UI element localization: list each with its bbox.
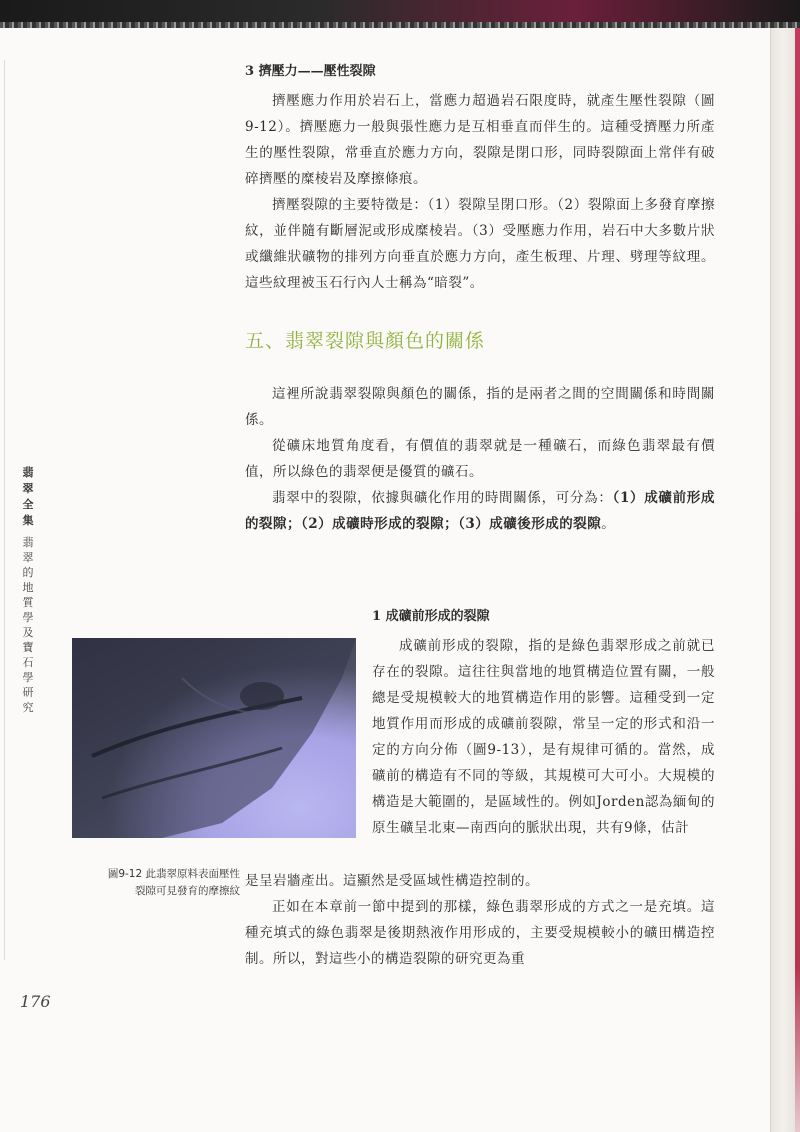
- figure-caption: [70, 866, 240, 900]
- page-number: 176: [20, 992, 51, 1011]
- section-heading-compression: 3 擠壓力——壓性裂隙: [245, 64, 376, 79]
- paragraph-classification: [245, 485, 715, 537]
- classification-list: （1）成礦前形成的裂隙；（2）成礦時形成的裂隙；（3）成礦後形成的裂隙: [245, 490, 715, 532]
- book-spine-edge: [770, 28, 800, 1132]
- paragraph: 這裡所說翡翠裂隙與顏色的關係，指的是兩者之間的空間關係和時間關係。: [245, 386, 715, 428]
- jadeite-rough-photo: [72, 638, 356, 838]
- classification-lead: 翡翠中的裂隙，依據與礦化作用的時間關係，可分為：: [272, 490, 613, 506]
- paragraph: 從礦床地質角度看，有價值的翡翠就是一種礦石，而綠色翡翠最有價值，所以綠色的翡翠便是優質的礦石。: [245, 438, 715, 480]
- running-subtitle: 翡翠的地質學及寶石學研究: [22, 536, 34, 714]
- chapter-section-heading: 五、翡翠裂隙與顏色的關係: [245, 330, 486, 352]
- caption-line-1: 圖9-12 此翡翠原料表面壓性: [107, 868, 240, 880]
- subsection-heading: 1 成礦前形成的裂隙: [372, 609, 490, 624]
- paragraph-continuation: 是呈岩牆產出。這顯然是受區域性構造控制的。: [245, 873, 539, 889]
- paragraph: 正如在本章前一節中提到的那樣，綠色翡翠形成的方式之一是充填。這種充填式的綠色翡翠是後期熱液作用形成的，主要受規模較小的礦田構造控制。所以，對這些小的構造裂隙的研究更為重: [245, 899, 715, 967]
- scan-top-edge: [0, 0, 800, 28]
- main-text-column: [245, 60, 715, 537]
- paragraph: 成礦前形成的裂隙，指的是綠色翡翠形成之前就已存在的裂隙。這往往與當地的地質構造位置有關，一般總是受規模較大的地質構造作用的影響。這種受到一定地質作用而形成的成礦前裂隙，常呈一定的形式和沿一定的方向分佈（圖9-13），是有規律可循的。當然，成礦前的構造有不同的等級，其規模可大可小。大規模的構造是大範圍的，是區域性的。例如Jorden認為緬甸的原生礦呈北東—南西向的脈狀出現，共有9條，估計: [372, 638, 715, 836]
- paragraph: 擠壓裂隙的主要特徵是：（1）裂隙呈閉口形。（2）裂隙面上多發育摩擦紋，並伴隨有斷層泥或形成糜棱岩。（3）受壓應力作用，岩石中大多數片狀或纖維狀礦物的排列方向垂直於應力方向，產生板理、片理、劈理等紋理。這些紋理被玉石行內人士稱為“暗裂”。: [245, 197, 715, 291]
- margin-rule: [4, 60, 11, 960]
- caption-line-2: 裂隙可見發育的摩擦紋: [135, 885, 240, 897]
- paragraph: 擠壓應力作用於岩石上，當應力超過岩石限度時，就產生壓性裂隙（圖9-12）。擠壓應力一般與張性應力是互相垂直而伴生的。這種受擠壓力所產生的壓性裂隙，常垂直於應力方向，裂隙是閉口形，同時裂隙面上常伴有破碎擠壓的糜棱岩及摩擦條痕。: [245, 93, 715, 187]
- classification-end: 。: [601, 516, 616, 532]
- running-book-title: 翡翠全集: [22, 466, 34, 527]
- continued-text: [245, 868, 715, 972]
- subsection-premineral: [372, 605, 715, 841]
- rock-texture-illustration: [72, 638, 356, 838]
